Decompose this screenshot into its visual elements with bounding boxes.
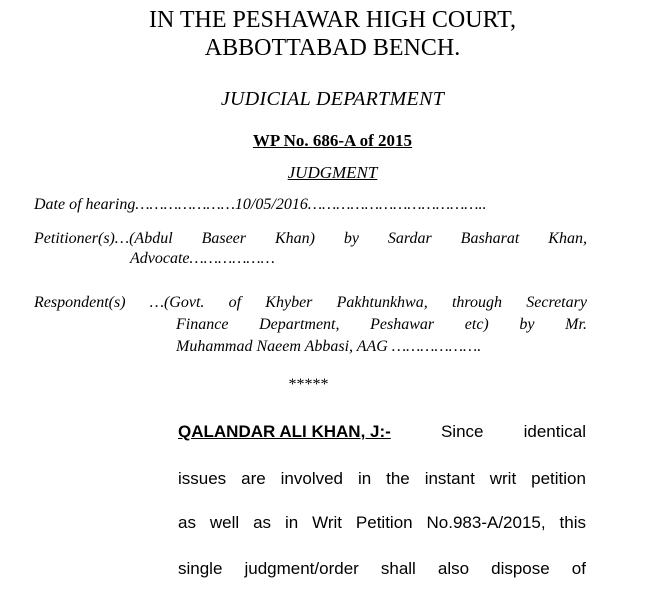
body-line: [178, 469, 586, 489]
respondent-word: Khyber: [265, 294, 313, 311]
petitioner-word: by: [343, 230, 359, 247]
body-line: [178, 513, 586, 533]
department-heading: JUDICIAL DEPARTMENT: [220, 88, 445, 110]
respondent-word: Pakhtunkhwa,: [336, 294, 428, 311]
respondent-word: by: [519, 316, 535, 333]
respondent-word: …(Govt.: [149, 294, 205, 311]
petitioner-word: Basharat: [460, 230, 520, 247]
body-word: instant: [424, 469, 475, 488]
body-word: judgment/order: [244, 559, 359, 578]
petitioner-first-word: [34, 230, 173, 248]
petitioner-label: Petitioner(s): [34, 230, 115, 247]
body-word: the: [386, 469, 410, 488]
body-word: well: [209, 513, 240, 532]
hearing-date: 10/05/2016: [234, 196, 308, 213]
body-word: shall: [380, 559, 416, 578]
petitioner-word: Khan): [274, 230, 315, 247]
hearing-date-line: [34, 196, 487, 214]
respondent-word: Peshawar: [370, 316, 435, 333]
body-word: dispose: [491, 559, 550, 578]
body-line: [178, 422, 586, 442]
respondent-label: Respondent(s): [34, 294, 126, 311]
petitioner-word: Khan,: [548, 230, 587, 247]
petitioner-counsel: Advocate………………: [130, 250, 275, 267]
body-word: also: [437, 559, 470, 578]
hearing-label: Date of hearing: [34, 196, 136, 213]
body-word: petition: [531, 469, 586, 488]
respondent-counsel: Muhammad Naeem Abbasi, AAG ……………….: [176, 338, 482, 355]
case-number: WP No. 686-A of 2015: [252, 131, 413, 150]
petitioner-word: Sardar: [387, 230, 432, 247]
petitioner-word: …(Abdul: [114, 230, 173, 247]
respondent-word: through: [451, 294, 503, 311]
respondent-word: Department,: [259, 316, 340, 333]
hearing-leader-after: ………………………………..: [307, 196, 487, 213]
respondent-word: Mr.: [565, 316, 587, 333]
respondent-line: [34, 294, 587, 312]
body-word: issues: [178, 469, 227, 488]
body-word: as: [178, 513, 196, 532]
body-word: identical: [523, 422, 586, 441]
court-title: IN THE PESHAWAR HIGH COURT,: [148, 7, 517, 33]
body-word: Since: [440, 422, 484, 441]
document-type: JUDGMENT: [287, 163, 378, 182]
court-bench: ABBOTTABAD BENCH.: [204, 35, 461, 61]
body-word: single: [178, 559, 223, 578]
body-word: this: [559, 513, 586, 532]
respondent-word: etc): [464, 316, 489, 333]
body-word: are: [241, 469, 266, 488]
respondent-word: of: [228, 294, 242, 311]
body-word: Writ: [312, 513, 342, 532]
respondent-word: Secretary: [526, 294, 587, 311]
petitioner-line: [34, 230, 587, 248]
respondent-line-2: [176, 316, 587, 334]
body-word: Petition: [355, 513, 413, 532]
body-line: [178, 559, 586, 579]
hearing-leader-before: …………………: [135, 196, 235, 213]
body-word: in: [357, 469, 372, 488]
body-word: writ: [489, 469, 517, 488]
body-word: No.983-A/2015,: [426, 513, 546, 532]
body-word: of: [571, 559, 586, 578]
body-word: in: [284, 513, 299, 532]
petitioner-word: Baseer: [201, 230, 247, 247]
section-separator: *****: [288, 376, 329, 393]
body-word: as: [253, 513, 272, 532]
judge-name: QALANDAR ALI KHAN, J:-: [178, 422, 391, 441]
body-word: involved: [280, 469, 344, 488]
respondent-word: Finance: [176, 316, 229, 333]
